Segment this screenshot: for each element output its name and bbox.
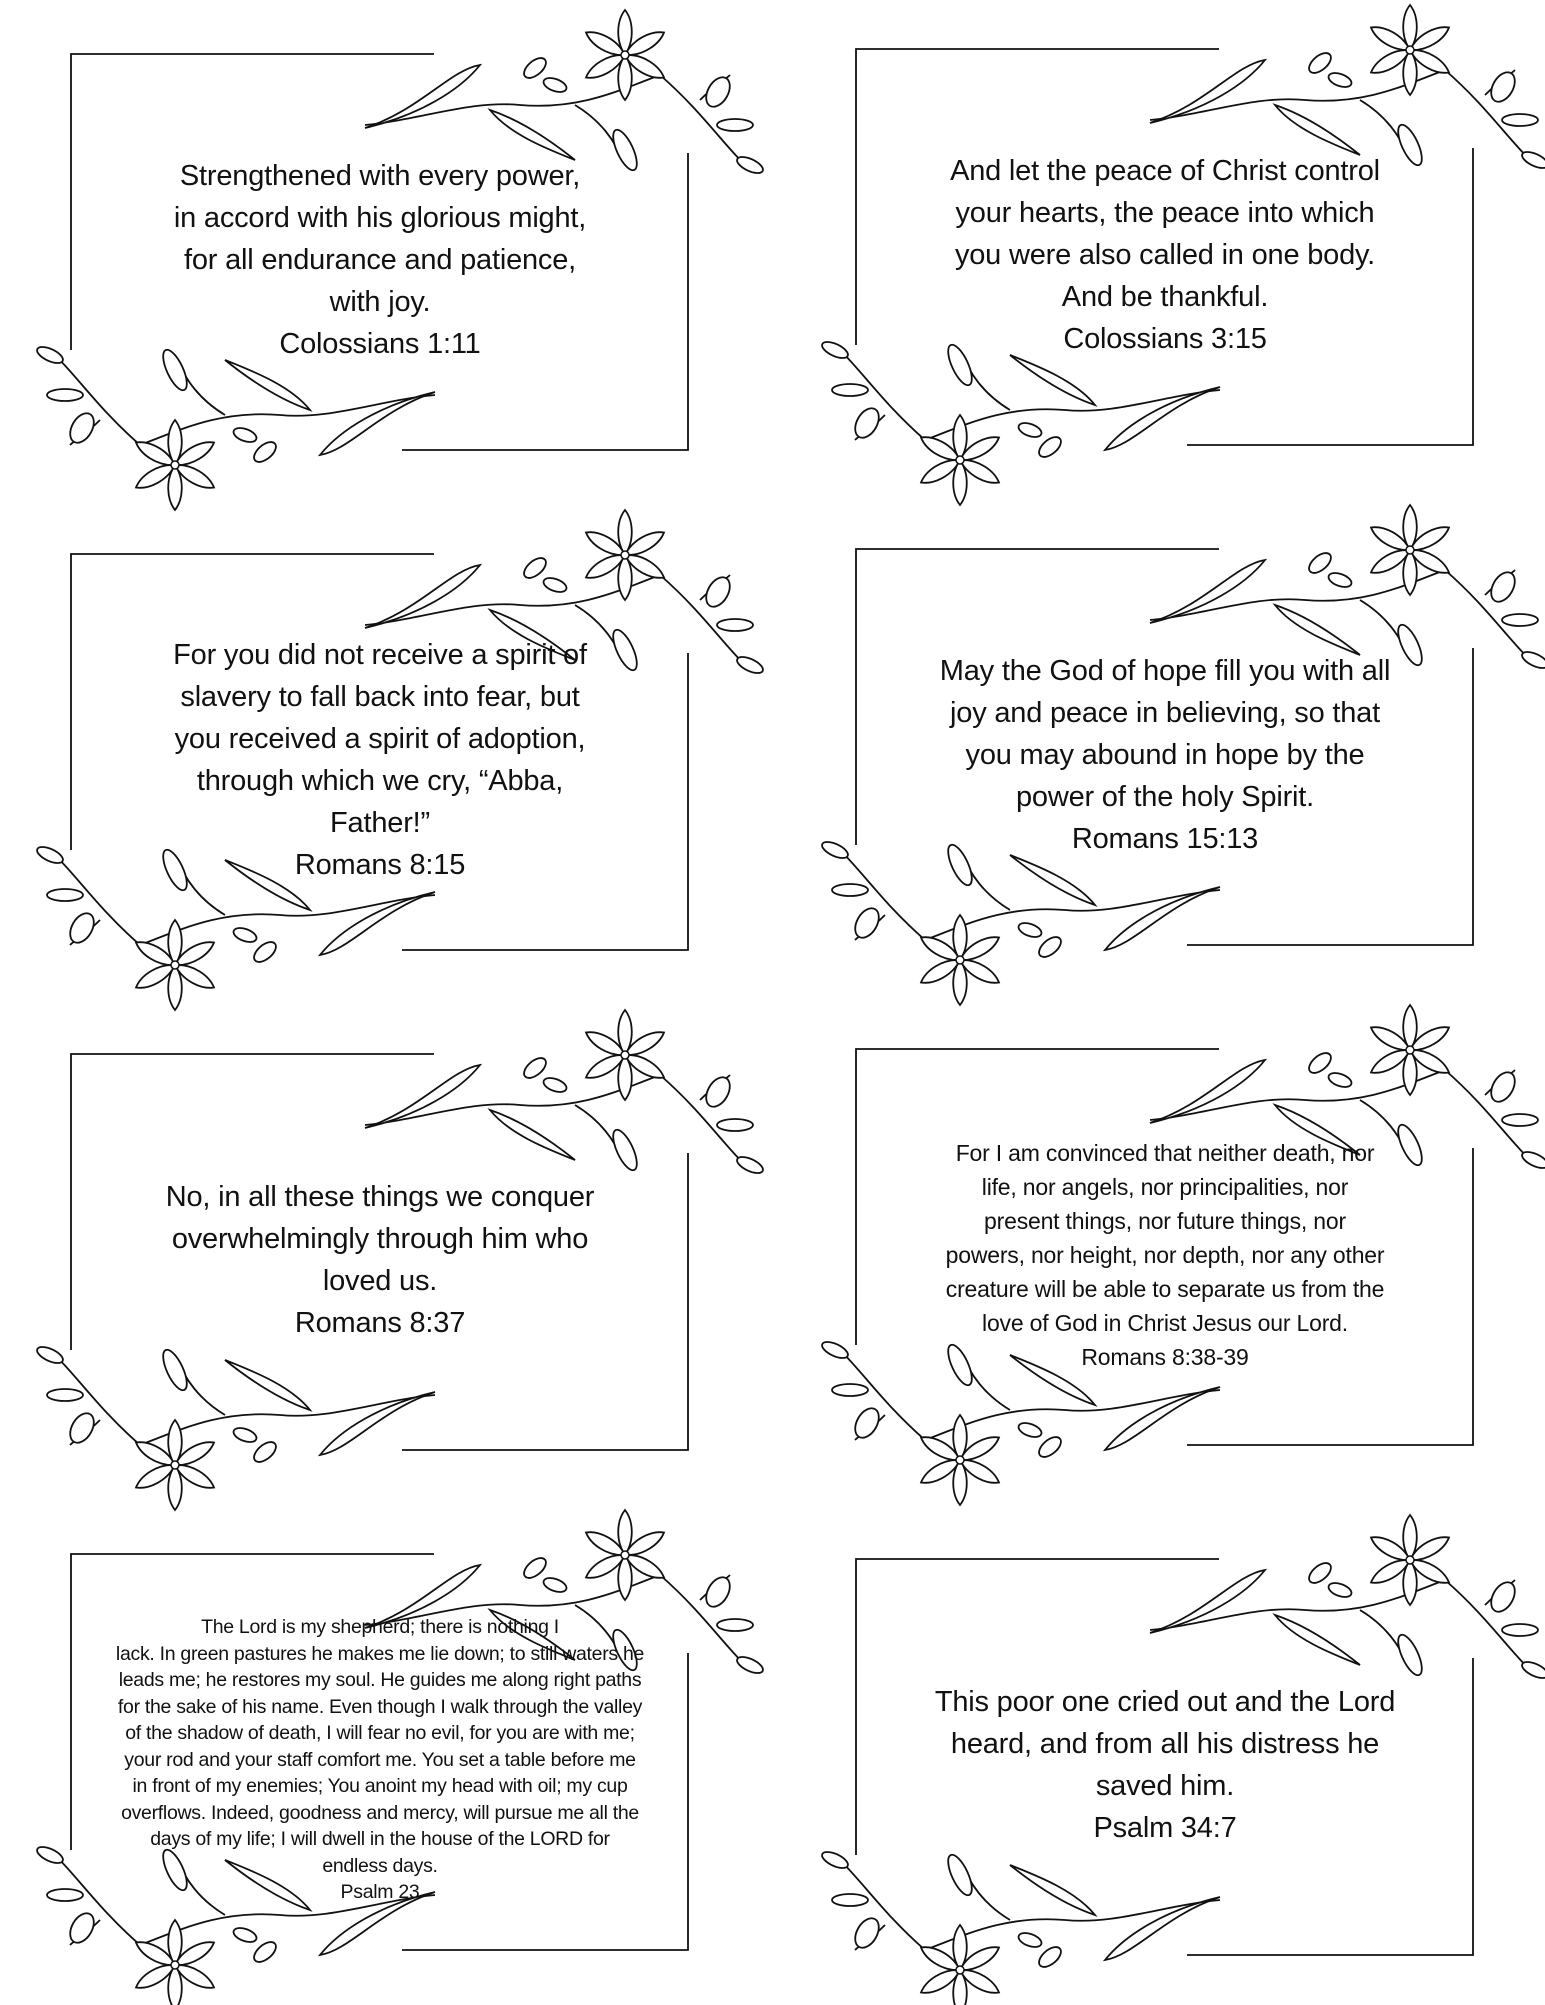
verse-reference: Romans 15:13 — [1071, 823, 1259, 855]
verse-line: For I am convinced that neither death, nor — [955, 1140, 1375, 1166]
verse-card — [0, 0, 780, 500]
verse-line: you received a spirit of adoption, — [174, 723, 586, 755]
verse-card — [785, 1505, 1545, 2005]
verse-line: joy and peace in believing, so that — [950, 697, 1380, 729]
verse-line: love of God in Christ Jesus our Lord. — [982, 1310, 1348, 1336]
verse-reference: Romans 8:38-39 — [1081, 1344, 1249, 1370]
verse-reference: Colossians 3:15 — [1063, 323, 1267, 355]
verse-text — [855, 590, 1475, 920]
verse-line: lack. In green pastures he makes me lie down; to still waters he — [115, 1642, 645, 1665]
verse-card — [785, 0, 1545, 495]
verse-line: leads me; he restores my soul. He guides me along right paths — [118, 1669, 642, 1692]
verse-line: heard, and from all his distress he — [950, 1728, 1380, 1760]
verse-card — [785, 995, 1545, 1495]
verse-line: in front of my enemies; You anoint my head with oil; my cup — [132, 1775, 628, 1798]
verse-line: you may abound in hope by the — [965, 739, 1365, 771]
verse-reference: Psalm 23 — [340, 1881, 420, 1904]
verse-line: power of the holy Spirit. — [1015, 781, 1315, 813]
verse-line: endless days. — [322, 1854, 438, 1877]
verse-line: creature will be able to separate us from the — [945, 1276, 1385, 1302]
verse-card — [0, 1500, 780, 2000]
verse-card — [0, 1000, 780, 1500]
verse-text — [70, 595, 690, 925]
verse-line: your rod and your staff comfort me. You set a table before me — [124, 1748, 636, 1771]
verse-card — [785, 495, 1545, 995]
verse-line: overflows. Indeed, goodness and mercy, will pursue me all the — [121, 1801, 639, 1824]
verse-line: your hearts, the peace into which — [955, 197, 1375, 229]
verse-text — [855, 1090, 1475, 1420]
verse-text — [70, 95, 690, 425]
verse-line: May the God of hope fill you with all — [939, 655, 1391, 687]
verse-text — [70, 1095, 690, 1425]
verse-line: overwhelmingly through him who — [171, 1223, 589, 1255]
verse-text — [855, 90, 1475, 420]
verse-line: days of my life; I will dwell in the house of the LORD for — [150, 1828, 610, 1851]
verse-line: And let the peace of Christ control — [950, 155, 1380, 187]
verse-text — [70, 1595, 690, 1925]
verse-line: through which we cry, “Abba, — [196, 765, 564, 797]
verse-line: Father!” — [330, 807, 430, 839]
verse-line: of the shadow of death, I will fear no evil, for you are with me; — [125, 1722, 635, 1745]
verse-line: with joy. — [329, 286, 431, 318]
verse-line: powers, nor height, nor depth, nor any other — [945, 1242, 1385, 1268]
verse-card — [0, 500, 780, 1000]
verse-line: in accord with his glorious might, — [173, 202, 587, 234]
verse-line: Strengthened with every power, — [179, 160, 581, 192]
verse-line: saved him. — [1095, 1770, 1235, 1802]
verse-reference: Psalm 34:7 — [1093, 1812, 1237, 1844]
verse-line: for all endurance and patience, — [183, 244, 577, 276]
verse-text — [855, 1600, 1475, 1930]
verse-line: And be thankful. — [1061, 281, 1269, 313]
verse-line: you were also called in one body. — [954, 239, 1376, 271]
verse-line: No, in all these things we conquer — [165, 1181, 595, 1213]
verse-line: loved us. — [322, 1265, 438, 1297]
verse-line: slavery to fall back into fear, but — [180, 681, 580, 713]
verse-line: This poor one cried out and the Lord — [934, 1686, 1396, 1718]
verse-line: present things, nor future things, nor — [984, 1208, 1346, 1234]
verse-line: For you did not receive a spirit of — [173, 639, 587, 671]
verse-reference: Colossians 1:11 — [279, 328, 481, 360]
verse-line: The Lord is my shepherd; there is nothing I — [201, 1616, 559, 1639]
verse-reference: Romans 8:15 — [294, 849, 466, 881]
verse-line: life, nor angels, nor principalities, nor — [981, 1174, 1349, 1200]
verse-reference: Romans 8:37 — [294, 1307, 466, 1339]
verse-line: for the sake of his name. Even though I walk through the valley — [117, 1695, 643, 1718]
